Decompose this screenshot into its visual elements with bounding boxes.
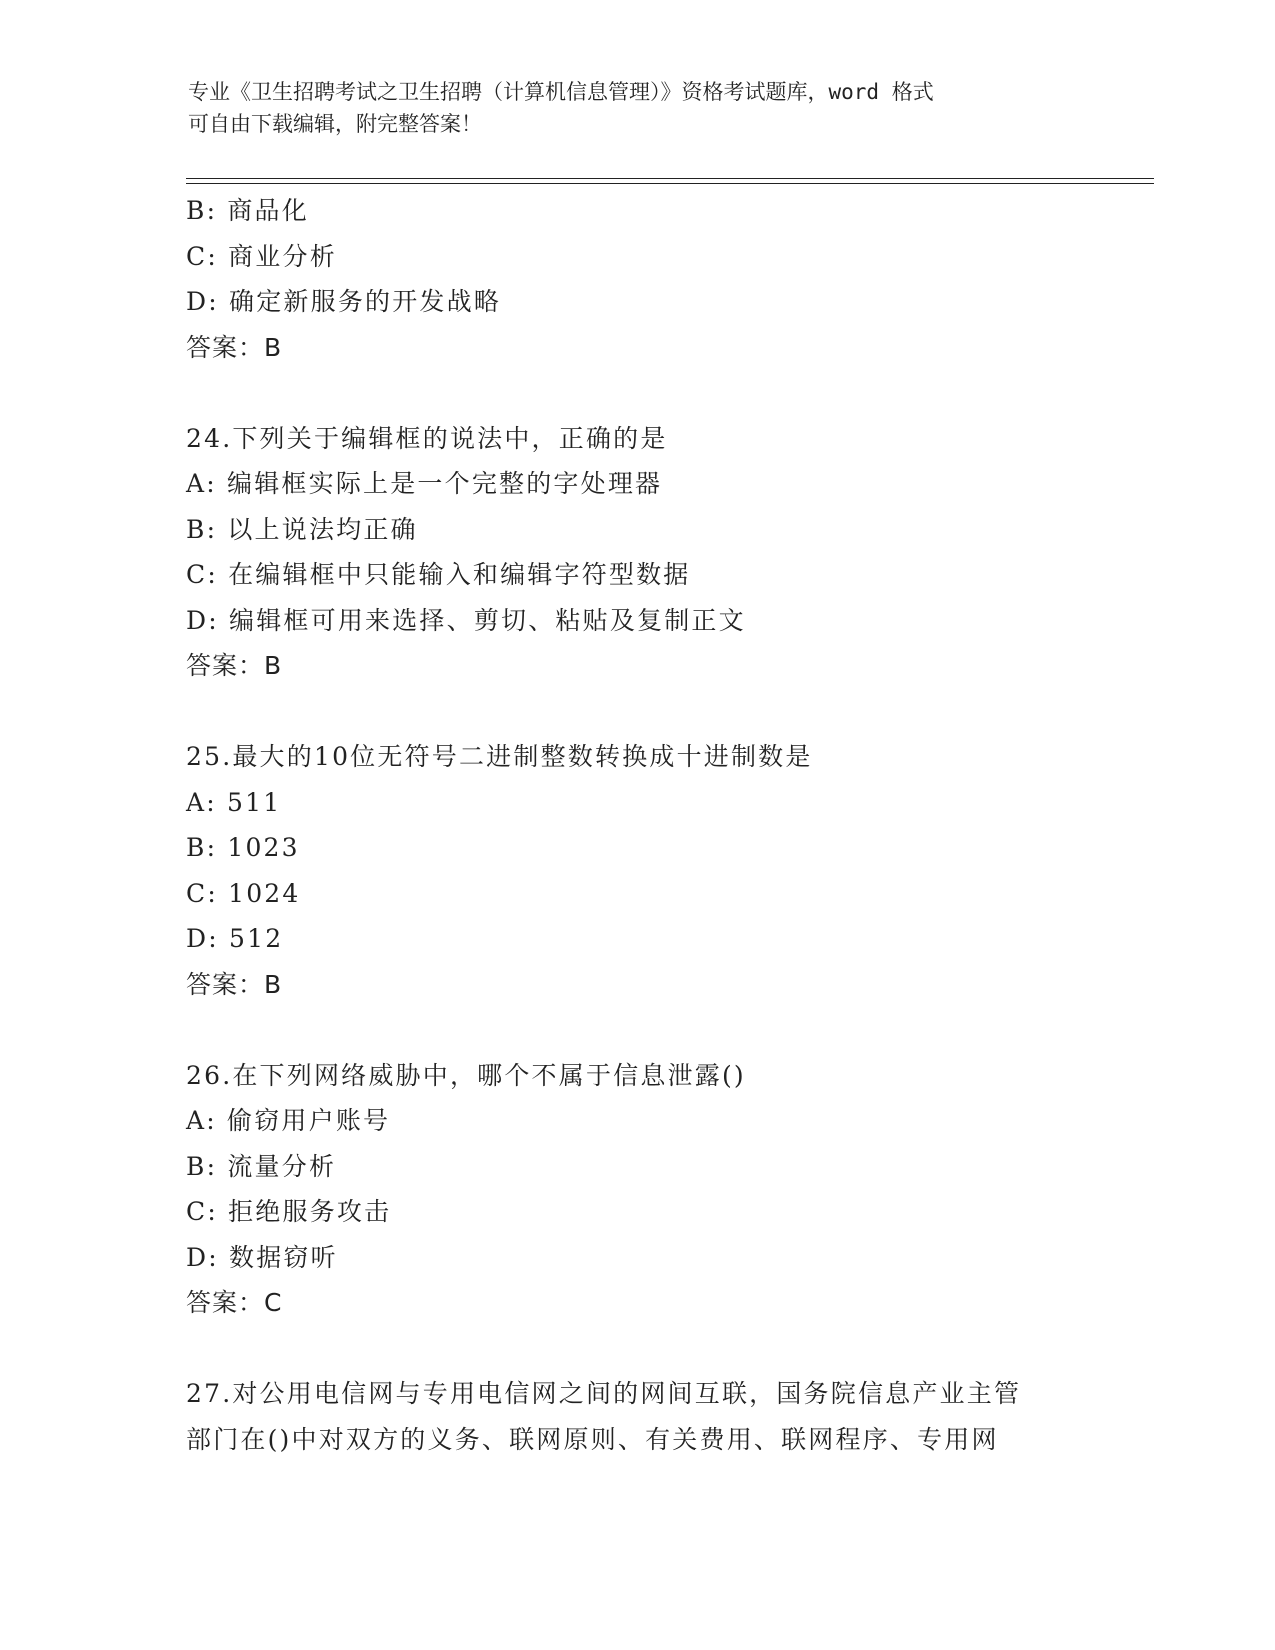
question-text: 24.下列关于编辑框的说法中，正确的是: [186, 423, 668, 453]
header-divider-top: [186, 178, 1154, 179]
answer-line: 答案：B: [186, 332, 283, 362]
spacer: [186, 370, 1086, 416]
answer-line: 答案：B: [186, 969, 283, 999]
spacer: [186, 1326, 1086, 1372]
question-text: 26.在下列网络威胁中，哪个不属于信息泄露(): [186, 1060, 746, 1090]
header-line-1: 专业《卫生招聘考试之卫生招聘（计算机信息管理）》资格考试题库，word 格式: [188, 80, 934, 104]
option-b: B: 商品化: [186, 196, 309, 225]
option-b: B: 以上说法均正确: [186, 514, 418, 544]
header-divider-bottom: [186, 183, 1154, 184]
spacer: [186, 689, 1086, 735]
option-b: B: 1023: [186, 833, 300, 862]
question-block-27: [186, 1371, 1086, 1462]
spacer: [186, 1007, 1086, 1053]
question-block-26: [186, 1053, 1086, 1326]
question-block-23: [186, 188, 1086, 370]
question-text-line-2: 部门在()中对双方的义务、联网原则、有关费用、联网程序、专用网: [186, 1424, 999, 1454]
option-a: A: 偷窃用户账号: [186, 1106, 391, 1135]
answer-line: 答案：C: [186, 1288, 283, 1317]
question-block-25: [186, 734, 1086, 1007]
question-text: 25.最大的10位无符号二进制整数转换成十进制数是: [186, 742, 813, 771]
question-list: [186, 188, 1086, 1462]
question-block-24: [186, 416, 1086, 689]
question-text-line-1: 27.对公用电信网与专用电信网之间的网间互联，国务院信息产业主管: [186, 1379, 1022, 1408]
option-c: C: 商业分析: [186, 241, 337, 271]
option-d: D: 确定新服务的开发战略: [186, 287, 502, 316]
option-c: C: 拒绝服务攻击: [186, 1197, 392, 1226]
option-a: A: 511: [186, 787, 282, 817]
option-c: C: 1024: [186, 878, 301, 908]
option-a: A: 编辑框实际上是一个完整的字处理器: [186, 469, 663, 498]
option-d: D: 数据窃听: [186, 1242, 338, 1272]
option-b: B: 流量分析: [186, 1151, 337, 1181]
header-line-2: 可自由下载编辑，附完整答案！: [188, 112, 482, 136]
option-c: C: 在编辑框中只能输入和编辑字符型数据: [186, 560, 691, 589]
option-d: D: 编辑框可用来选择、剪切、粘贴及复制正文: [186, 605, 746, 635]
answer-line: 答案：B: [186, 651, 283, 680]
option-d: D: 512: [186, 924, 284, 953]
document-header: [188, 76, 1088, 140]
